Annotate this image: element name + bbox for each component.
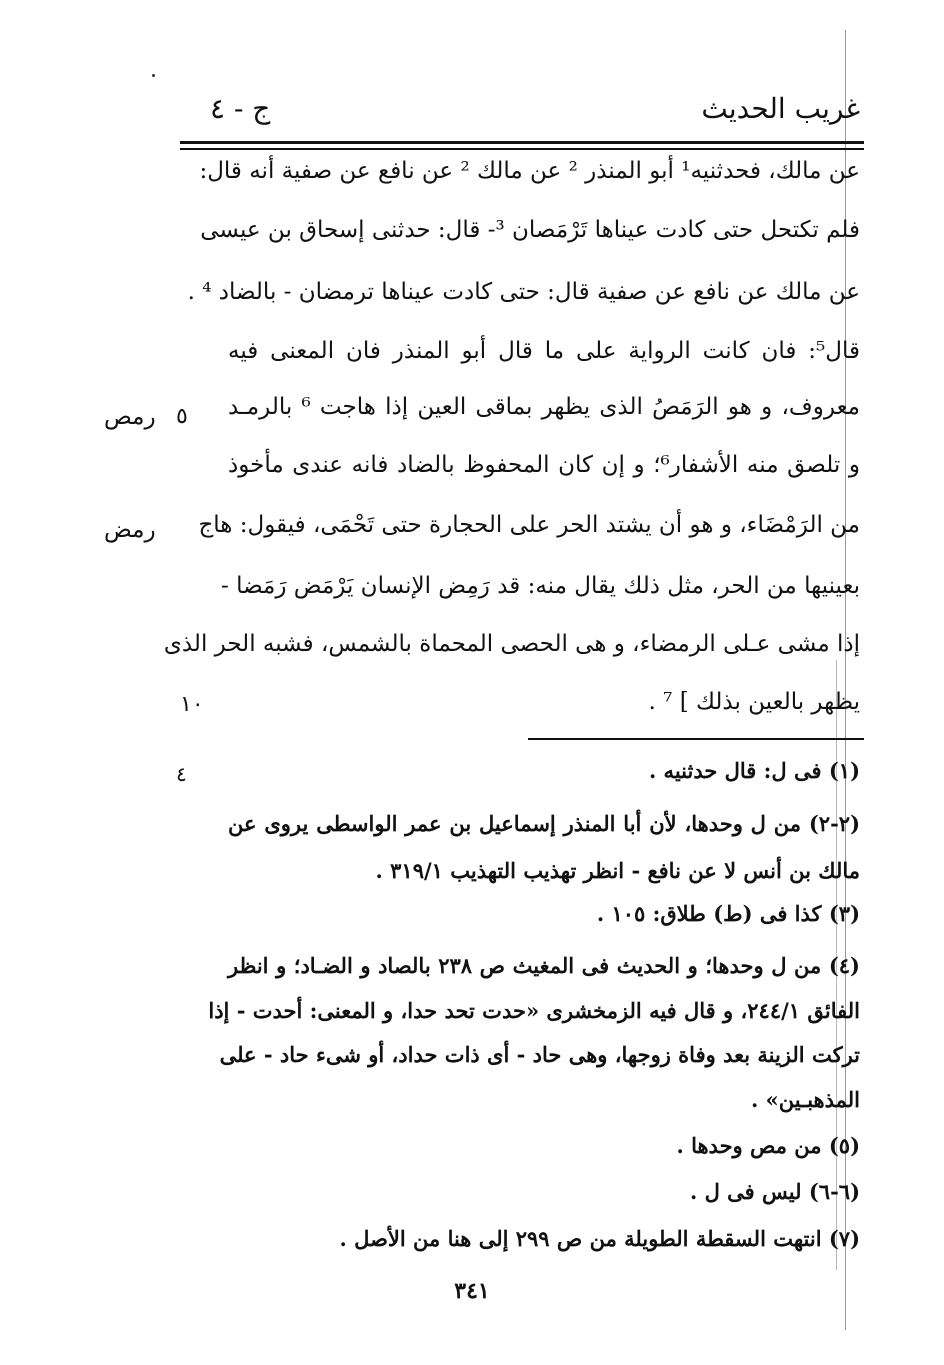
margin-keyword: رمض <box>104 517 156 543</box>
body-line: إذا مشى عـلى الرمضاء، و هى الحصى المحماة بالشمس، فشبه الحر الذى <box>163 631 860 657</box>
footnote-line: (٢-٢) من ل وحدها، لأن أبا المنذر إسماعيل بن عمر الواسطى يروى عن <box>228 811 860 836</box>
header-rule-thick <box>180 141 864 144</box>
footnote-line: مالك بن أنس لا عن نافع - انظر تهذيب التهذيب ٣١٩/١ . <box>375 858 860 883</box>
body-line: و تلصق منه الأشفار⁶؛ و إن كان المحفوظ بالضاد فانه عندى مأخوذ <box>228 452 860 478</box>
volume-label: ج - ٤ <box>210 92 271 125</box>
footnote-line: (٦-٦) ليس فى ل . <box>689 1179 860 1204</box>
footnote-line: المذهبـين» . <box>750 1087 860 1112</box>
body-line: قال⁵: فان كانت الرواية على ما قال أبو المنذر فان المعنى فيه <box>228 338 860 364</box>
body-line: يظهر بالعين بذلك ] ⁷ . <box>648 689 860 715</box>
footnote-line: (٣) كذا فى (ط) طلاق: ١٠٥ . <box>596 901 860 926</box>
body-line: عن مالك، فحدثنيه¹ أبو المنذر ² عن مالك ² عن نافع عن صفية أنه قال: <box>199 158 860 184</box>
footnote-line: (١) فى ل: قال حدثنيه . <box>648 758 860 783</box>
header-rule-thin <box>180 148 864 150</box>
footnote-marker: ٤ <box>176 762 187 786</box>
footnote-line: تركت الزينة بعد وفاة زوجها، وهى حاد - أى ذات حداد، أو شىء حاد - على <box>219 1042 860 1067</box>
footnote-line: (٤) من ل وحدها؛ و الحديث فى المغيث ص ٢٣٨ بالصاد و الضـاد؛ و انظر <box>228 953 860 978</box>
body-line: فلم تكتحل حتى كادت عيناها تَرْمَصان ³- قال: حدثنى إسحاق بن عيسى <box>200 217 860 243</box>
speck <box>152 74 155 77</box>
footnote-separator <box>528 738 864 740</box>
line-number: ١٠ <box>180 692 204 717</box>
body-line: بعينيها من الحر، مثل ذلك يقال منه: قد رَمِض الإنسان يَرْمَض رَمَضا - <box>221 573 860 599</box>
footnote-line: الفائق ٢٤٤/١، و قال فيه الزمخشرى «حدت تحد حدا، و المعنى: أحدت - إذا <box>208 998 860 1023</box>
footnote-line: (٥) من مص وحدها . <box>676 1133 860 1158</box>
line-number: ٥ <box>176 404 188 429</box>
body-line: من الرَمْضَاء، و هو أن يشتد الحر على الحجارة حتى تَحْمَى، فيقول: هاج <box>198 512 860 538</box>
page-number: ٣٤١ <box>454 1278 490 1304</box>
footnote-line: (٧) انتهت السقطة الطويلة من ص ٢٩٩ إلى هنا من الأصل . <box>339 1226 860 1251</box>
body-line: معروف، و هو الرَمَصُ الذى يظهر بماقى العين إذا هاجت ⁶ بالرمـد <box>228 394 860 420</box>
margin-keyword: رمص <box>104 404 156 430</box>
body-line: عن مالك عن نافع عن صفية قال: حتى كادت عيناها ترمضان - بالضاد ⁴ . <box>187 279 860 305</box>
book-title: غريب الحديث <box>701 92 860 125</box>
